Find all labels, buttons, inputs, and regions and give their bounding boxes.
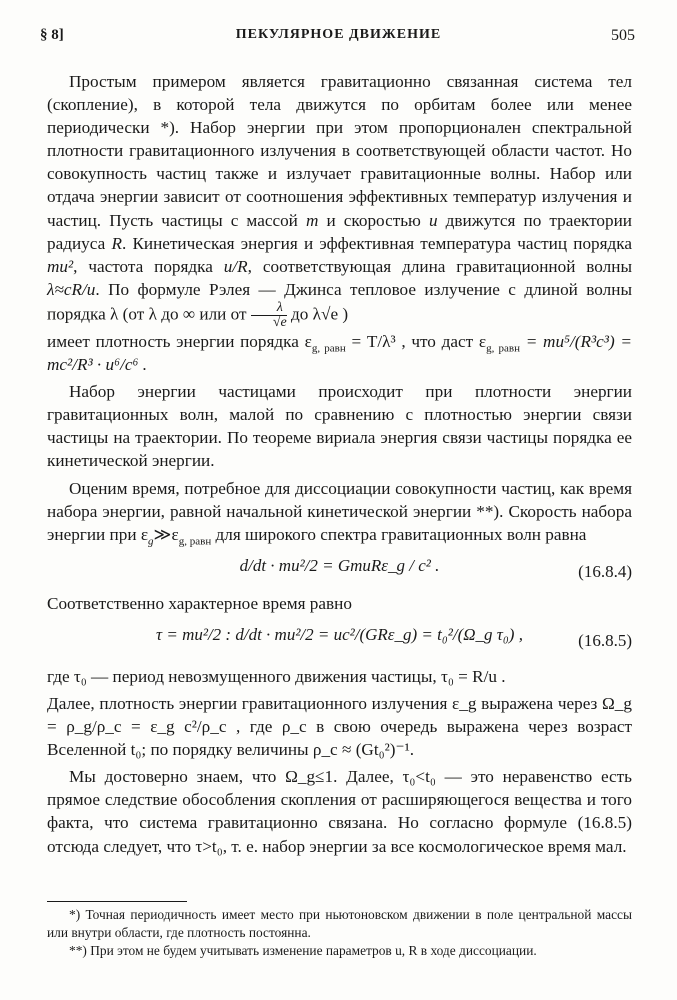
footnote-1: *) Точная периодичность имеет место при ньютоновском движении в поле центральной массы или внутри области, где плотность постоянна. bbox=[47, 907, 632, 940]
footnote-2: **) При этом не будем учитывать изменение параметров u, R в ходе диссоциации. bbox=[69, 943, 537, 958]
paragraph-1: Простым примером является гравитационно связанная система тел (скопление), в которой тела движутся по орбитам более или менее периодически *). Набор энергии при этом пропорционален спектральной плотности гравитационного излучения в соответствующей области частот. Но совокупность частиц также и излучает гравитационные волны. Набор или отдача энергии зависит от соотношения эффективных температур излучения и частиц. Пусть частицы с массой m и скоростью u движутся по траектории радиуса R. Кинетическая энергия и эффективная температура частиц порядка mu², частота порядка u/R, соответствующая длина гравитационной волны λ≈cR/u. По формуле Рэлея — Джинса тепловое излучение с длиной волны порядка λ (от λ до ∞ или от $\frac{\lambda}{√e}$ до λ√e ) bbox=[47, 72, 633, 330]
equation-number: (16.8.5) bbox=[578, 630, 632, 650]
main-text bbox=[47, 70, 632, 858]
paragraph-5b: Далее, плотность энергии гравитационного излучения ε_g выражена через Ω_g = ρ_g/ρ_c = ε_g c²/ρ_c , где ρ_c в свою очередь выражена через возраст Вселенной t₀; по порядку величины ρ_c ≈ (Gt₀²)⁻¹. bbox=[47, 693, 632, 760]
paragraph-3: Оценим время, потребное для диссоциации совокупности частиц, как время набора энергии, равной начальной кинетической энергии **). Скорость набора энергии при $\varepsilon_g≫\varepsilon_{g, равн}$ для широкого спектра гравитационных волн равна bbox=[47, 478, 632, 548]
footnotes bbox=[47, 906, 632, 960]
equation-number: (16.8.4) bbox=[578, 561, 632, 581]
paragraph-2: Набор энергии частицами происходит при плотности энергии гравитационных волн, малой по сравнению с плотностью энергии связи частицы на траектории. По теореме вириала энергия связи частицы порядка ее кинетической энергии. bbox=[47, 382, 632, 471]
equation-formula: d/dt · mu²/2 = GmuRε_g / c² . bbox=[239, 555, 440, 575]
paragraph-4: Соответственно характерное время равно bbox=[47, 593, 352, 613]
section-marker: § 8] bbox=[40, 27, 64, 43]
paragraph-1-cont: имеет плотность энергии порядка $\varepsilon_{g, равн} = T/\lambda^3$ , что даст $\varepsilon_{g, равн} = mu^5/(R^3c^3) = mc^2/R^3 \cdot u^6/c^6$ . bbox=[47, 331, 632, 375]
paragraph-6: Мы достоверно знаем, что Ω_g≤1. Далее, τ₀<t₀ — это неравенство есть прямое следствие обособления скопления от расширяющегося вещества и того факта, что система гравитационно связана. Но согласно формуле (16.8.5) отсюда следует, что τ>t₀, т. е. набор энергии за все космологическое время мал. bbox=[47, 767, 632, 856]
page-number: 505 bbox=[611, 27, 635, 44]
fraction-lambda-sqrt-e: $\frac{\lambda}{√e}$ bbox=[251, 301, 287, 330]
equation-formula: τ = mu²/2 : d/dt · mu²/2 = uc²/(GRε_g) = t₀²/(Ω_g τ₀) , bbox=[156, 624, 523, 644]
running-title: ПЕКУЛЯРНОЕ ДВИЖЕНИЕ bbox=[235, 27, 442, 42]
equation-16-8-4 bbox=[47, 546, 632, 592]
footnote-rule bbox=[47, 901, 187, 902]
paragraph-5a: где τ₀ — период невозмущенного движения частицы, τ₀ = R/u . bbox=[47, 666, 506, 686]
equation-16-8-5 bbox=[47, 615, 632, 661]
